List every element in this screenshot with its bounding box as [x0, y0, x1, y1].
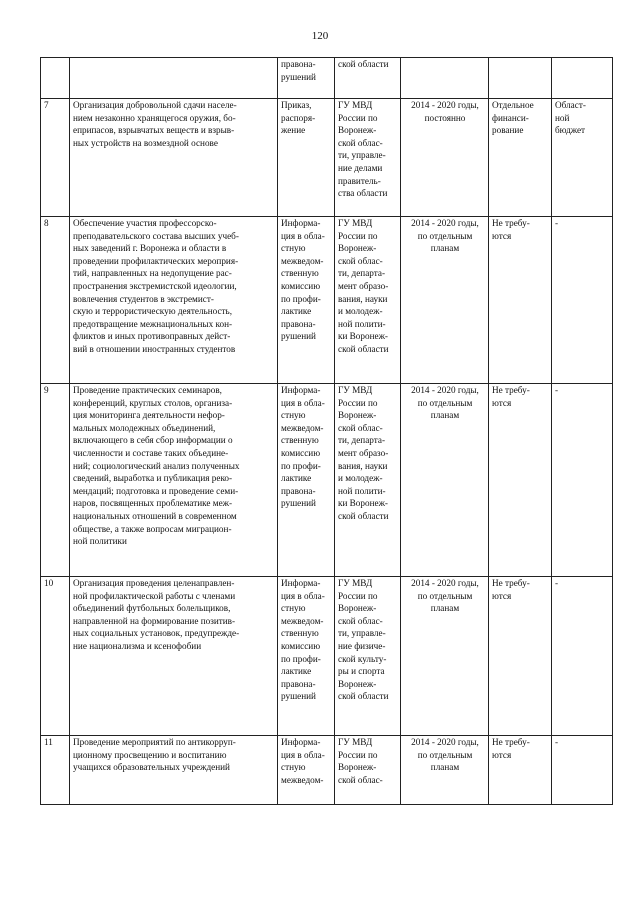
table-row [41, 736, 613, 805]
table-row [41, 58, 613, 99]
document-cell: Информа- ция в обла- стную межведом- [278, 736, 335, 805]
action-cell: Организация добровольной сдачи населе- нием незаконно хранящегося оружия, бо- еприпасов, взрывчатых веществ и взрыв- ных устройств на возмездной основе [70, 99, 278, 217]
financing-cell: Не требу- ются [489, 217, 552, 384]
document-cell: Информа- ция в обла- стную межведом- ственную комиссию по профи- лактике правона- рушений [278, 577, 335, 736]
financing-cell: Не требу- ются [489, 736, 552, 805]
document-cell: Информа- ция в обла- стную межведом- ственную комиссию по профи- лактике правона- рушений [278, 384, 335, 577]
row-number: 7 [41, 99, 70, 217]
action-cell: Проведение мероприятий по антикорруп- ционному просвещению и воспитанию учащихся образовательных учреждений [70, 736, 278, 805]
source-cell: - [552, 736, 613, 805]
source-cell: - [552, 577, 613, 736]
term-cell: 2014 - 2020 годы, по отдельным планам [401, 384, 489, 577]
executor-cell: ГУ МВД России по Воронеж- ской облас- ти, управле- ние физиче- ской культу- ры и спорта Воронеж- ской области [335, 577, 401, 736]
table-row [41, 384, 613, 577]
row-number: 11 [41, 736, 70, 805]
financing-cell: Отдельное финанси- рование [489, 99, 552, 217]
table-row [41, 577, 613, 736]
table-row [41, 217, 613, 384]
executor-cell: ГУ МВД России по Воронеж- ской облас- ти, департа- мент образо- вания, науки и молодеж- ной полити- ки Воронеж- ской области [335, 217, 401, 384]
executor-cell: ГУ МВД России по Воронеж- ской облас- [335, 736, 401, 805]
financing-cell [489, 58, 552, 99]
executor-cell: ГУ МВД России по Воронеж- ской облас- ти, департа- мент образо- вания, науки и молодеж- ной полити- ки Воронеж- ской области [335, 384, 401, 577]
source-cell: - [552, 217, 613, 384]
document-cell: Приказ, распоря- жение [278, 99, 335, 217]
source-cell: - [552, 384, 613, 577]
term-cell: 2014 - 2020 годы, по отдельным планам [401, 217, 489, 384]
term-cell: 2014 - 2020 годы, по отдельным планам [401, 736, 489, 805]
action-cell [70, 58, 278, 99]
measures-table [40, 57, 613, 805]
row-number: 8 [41, 217, 70, 384]
executor-cell: ГУ МВД России по Воронеж- ской облас- ти, управле- ние делами правитель- ства области [335, 99, 401, 217]
table-row [41, 99, 613, 217]
source-cell: Област- ной бюджет [552, 99, 613, 217]
executor-cell: ской области [335, 58, 401, 99]
term-cell [401, 58, 489, 99]
term-cell: 2014 - 2020 годы, постоянно [401, 99, 489, 217]
action-cell: Обеспечение участия профессорско- преподавательского состава высших учеб- ных заведений г. Воронежа и области в проведении профилактических мероприя- тий, направленных на недопущение рас- пространения экстремистской идеологии, вовлечения студентов в экстремист- скую и террористическую деятельность, предотвращение межнациональных кон- фликтов и иных противоправных дейст- вий в отношении иностранных студентов [70, 217, 278, 384]
row-number: 9 [41, 384, 70, 577]
page-number: 120 [311, 30, 329, 42]
action-cell: Проведение практических семинаров, конференций, круглых столов, организа- ция мониторинга деятельности нефор- мальных молодежных объединений, включающего в себя сбор информации о численности и составе таких объедине- ний; социологический анализ полученных сведений, выработка и публикация реко- мендаций; подготовка и проведение семи- наров, посвященных проблематике меж- национальных отношений в современном обществе, а также вопросам миграцион- ной политики [70, 384, 278, 577]
document-cell: Информа- ция в обла- стную межведом- ственную комиссию по профи- лактике правона- рушений [278, 217, 335, 384]
action-cell: Организация проведения целенаправлен- ной профилактической работы с членами объединений футбольных болельщиков, направленной на формирование позитив- ных социальных установок, предупрежде- ние национализма и ксенофобии [70, 577, 278, 736]
financing-cell: Не требу- ются [489, 384, 552, 577]
document-cell: правона- рушений [278, 58, 335, 99]
term-cell: 2014 - 2020 годы, по отдельным планам [401, 577, 489, 736]
row-number [41, 58, 70, 99]
source-cell [552, 58, 613, 99]
financing-cell: Не требу- ются [489, 577, 552, 736]
row-number: 10 [41, 577, 70, 736]
